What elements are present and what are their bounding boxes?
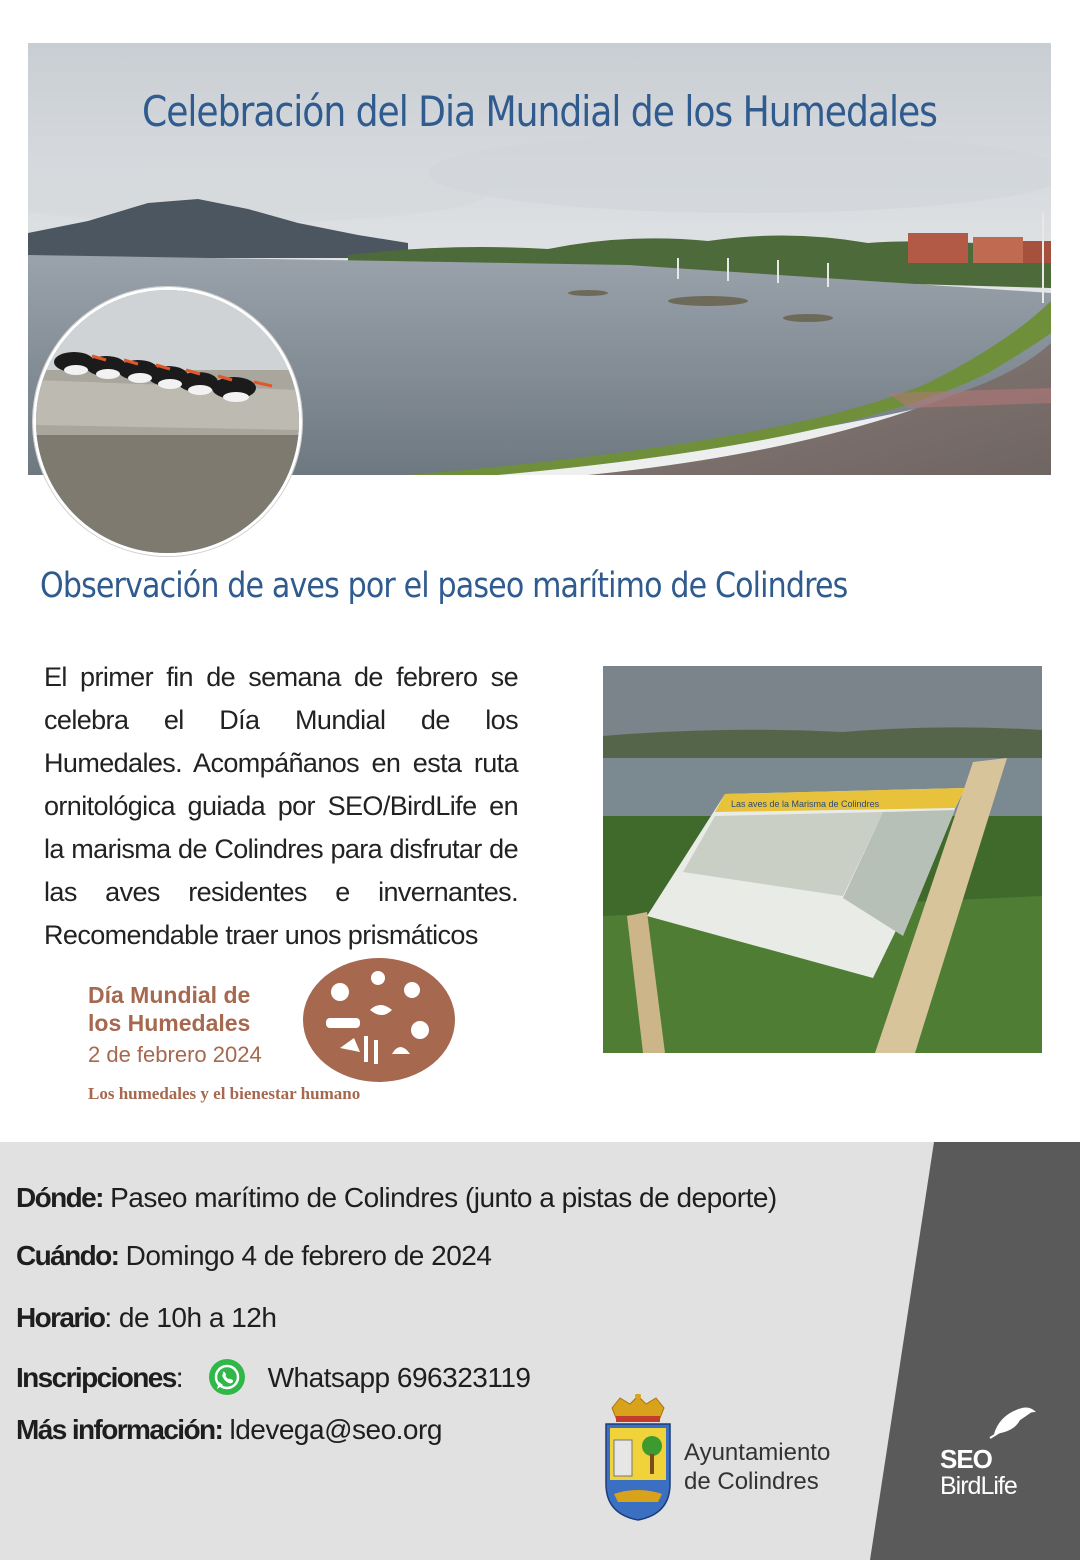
seo-birdlife-logo bbox=[930, 1394, 1040, 1500]
wetlands-logo-theme: Los humedales y el bienestar humano bbox=[88, 1084, 361, 1103]
info-signup bbox=[16, 1358, 530, 1396]
seo-logo-word: SEO bbox=[940, 1444, 992, 1474]
info-when bbox=[16, 1240, 491, 1272]
info-where-value: Paseo marítimo de Colindres (junto a pistas de deporte) bbox=[102, 1182, 777, 1213]
info-more-email[interactable]: ldevega@seo.org bbox=[222, 1414, 442, 1445]
wetlands-logo-line2: los Humedales bbox=[88, 1010, 251, 1036]
info-signup-label: Inscripciones bbox=[16, 1362, 176, 1393]
ayuntamiento-colindres-logo bbox=[684, 1438, 830, 1496]
info-where bbox=[16, 1182, 777, 1214]
info-signup-sep: : bbox=[175, 1362, 183, 1393]
seo-logo-subword: BirdLife bbox=[940, 1472, 1017, 1500]
ayuntamiento-line2: de Colindres bbox=[684, 1468, 819, 1495]
ayuntamiento-line1: Ayuntamiento bbox=[684, 1439, 831, 1466]
whatsapp-icon bbox=[208, 1358, 246, 1396]
info-signup-value[interactable]: Whatsapp 696323119 bbox=[267, 1362, 531, 1393]
event-description: El primer fin de semana de febrero se celebra el Día Mundial de los Humedales. Acompáñanos en esta ruta ornitológica guiada por SEO/BirdLife en la marisma de Colindres para disfrutar de las aves residentes e invernantes. Recomendable traer unos prismáticos bbox=[44, 662, 518, 950]
world-wetlands-day-logo bbox=[86, 956, 466, 1112]
info-hours bbox=[16, 1302, 276, 1334]
info-when-value: Domingo 4 de febrero de 2024 bbox=[118, 1240, 492, 1271]
info-where-label: Dónde: bbox=[16, 1182, 103, 1213]
wetlands-emblem-icon bbox=[300, 956, 458, 1084]
event-info-band bbox=[0, 1142, 1080, 1560]
info-hours-label: Horario bbox=[16, 1302, 105, 1333]
sign-title: Las aves de la Marisma de Colindres bbox=[731, 799, 880, 809]
oystercatchers-photo bbox=[33, 287, 302, 556]
wetlands-logo-date: 2 de febrero 2024 bbox=[88, 1042, 262, 1067]
wetlands-logo-line1: Día Mundial de bbox=[88, 982, 251, 1008]
colindres-coat-of-arms-icon bbox=[602, 1394, 674, 1524]
page-title: Celebración del Dia Mundial de los Humedales bbox=[142, 87, 937, 136]
info-more-label: Más información: bbox=[16, 1414, 223, 1445]
info-when-label: Cuándo: bbox=[16, 1240, 119, 1271]
bird-silhouette-icon bbox=[930, 1394, 1040, 1444]
interpretive-sign-photo bbox=[603, 666, 1042, 1053]
info-more bbox=[16, 1414, 442, 1446]
event-subtitle: Observación de aves por el paseo marítimo de Colindres bbox=[40, 566, 848, 606]
info-hours-value: : de 10h a 12h bbox=[104, 1302, 277, 1333]
